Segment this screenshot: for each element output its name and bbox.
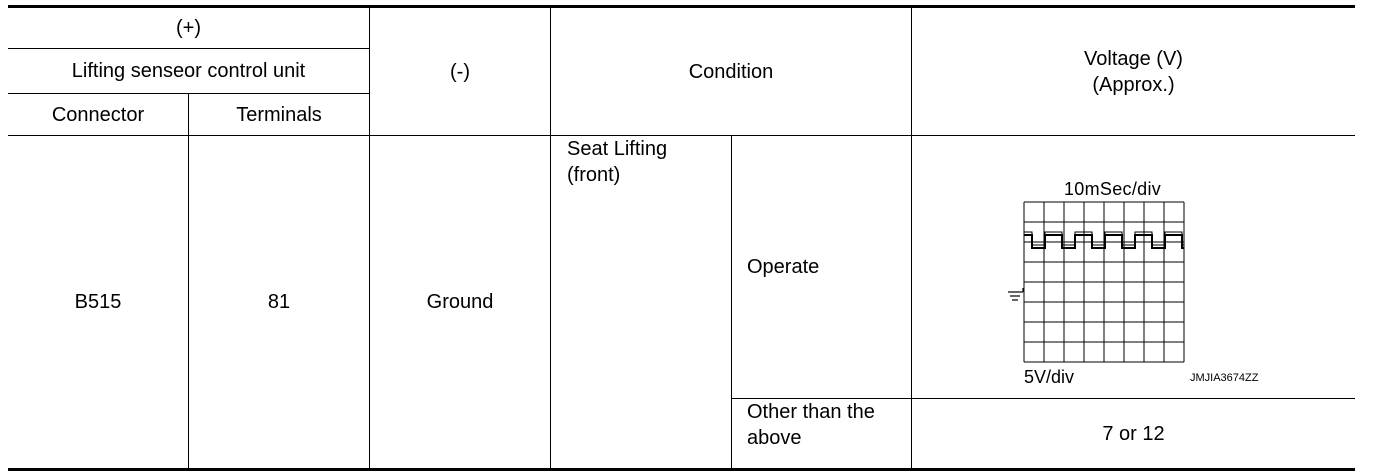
cell-ground: Ground: [426, 291, 494, 313]
condition-line2: (front): [567, 164, 621, 186]
image-code: JMJIA3674ZZ: [1190, 372, 1259, 384]
cell-connector: B515: [74, 291, 122, 313]
header-voltage: [912, 8, 1355, 135]
header-connector: Connector: [51, 103, 145, 126]
cell-operate: Operate: [747, 256, 820, 278]
grid-line: [731, 135, 732, 468]
header-plus: (+): [176, 17, 201, 39]
condition-line1: Seat Lifting: [567, 138, 668, 160]
header-voltage-line1: Voltage (V): [1084, 47, 1183, 70]
scope-grid: [1024, 202, 1184, 362]
other-line2: above: [747, 427, 802, 449]
oscilloscope-figure: [990, 178, 1290, 390]
header-unit: Lifting senseor control unit: [71, 60, 306, 82]
header-terminals: Terminals: [236, 103, 322, 126]
time-div-label: 10mSec/div: [1064, 179, 1162, 199]
cell-condition: [567, 136, 731, 468]
table-bottom-rule: [8, 468, 1355, 471]
cell-terminal: 81: [267, 291, 291, 313]
cell-other: [747, 399, 911, 468]
cell-other-value: 7 or 12: [1102, 422, 1165, 445]
volt-div-label: 5V/div: [1024, 367, 1075, 387]
ground-icon: [1008, 288, 1023, 300]
header-condition: Condition: [688, 60, 774, 83]
header-voltage-line2: (Approx.): [1092, 73, 1175, 96]
scope-screen: [990, 178, 1290, 390]
other-line1: Other than the: [747, 401, 875, 423]
header-minus: (-): [450, 60, 470, 83]
